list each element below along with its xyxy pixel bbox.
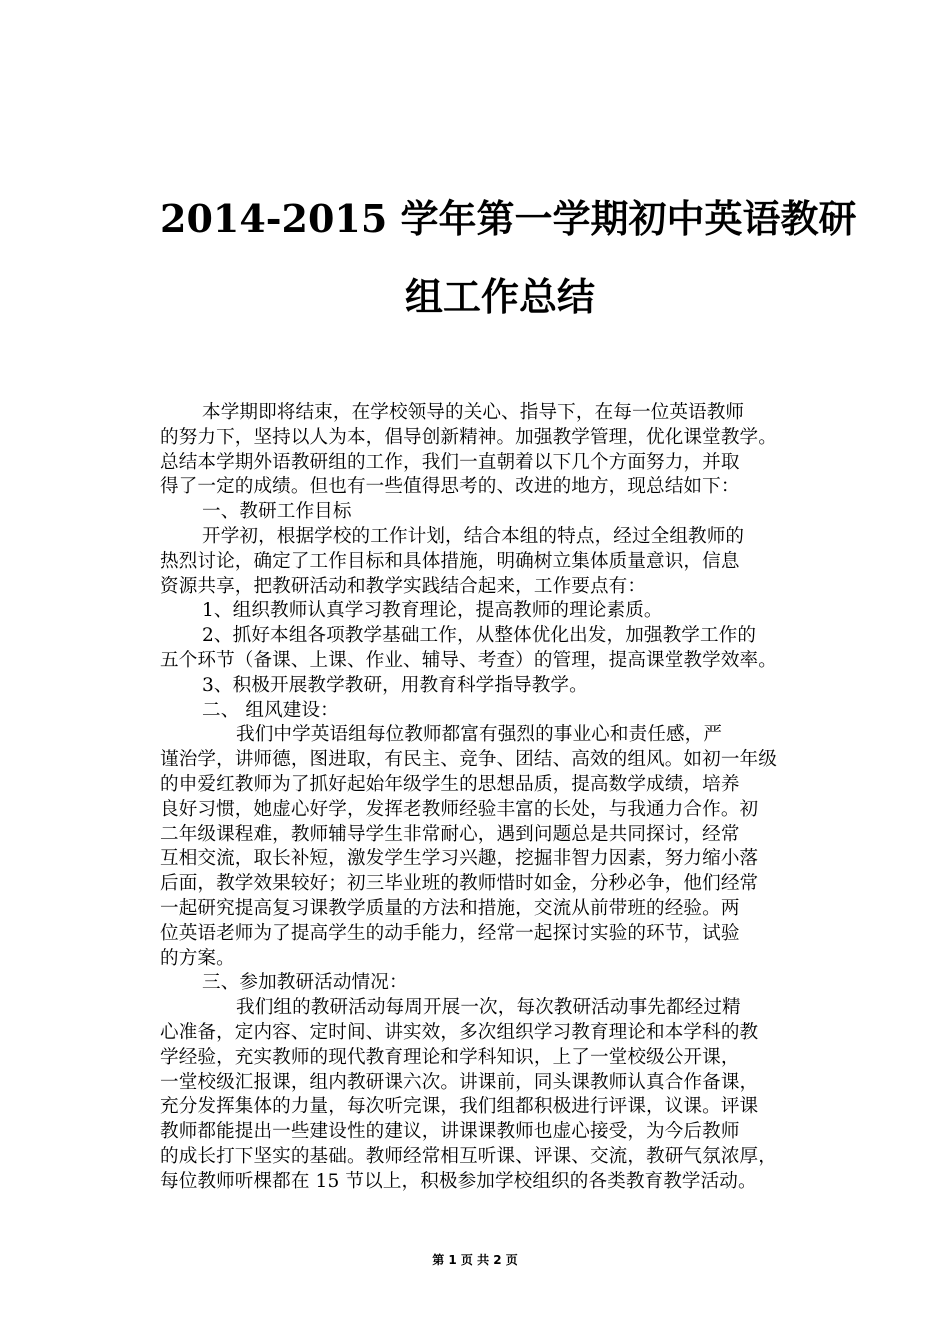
section-heading: 二、 组风建设： <box>202 699 339 721</box>
paragraph-line: 五个环节（备课、上课、作业、辅导、考查）的管理，提高课堂教学效率。 <box>160 649 777 671</box>
paragraph-line: 热烈讨论，确定了工作目标和具体措施，明确树立集体质量意识，信息 <box>160 550 740 572</box>
paragraph-line: 每位教师听棵都在 15 节以上，积极参加学校组织的各类教育教学活动。 <box>160 1170 757 1192</box>
paragraph-line: 充分发挥集体的力量，每次听完课，我们组都积极进行评课，议课。评课 <box>160 1096 759 1118</box>
section-heading: 一、教研工作目标 <box>202 501 352 523</box>
paragraph-line: 谨治学，讲师德，图进取，有民主、竞争、团结、高效的组风。如初一年级 <box>160 749 777 771</box>
list-item: 2、抓好本组各项教学基础工作，从整体优化出发，加强教学工作的 <box>202 625 757 647</box>
document-title-line-1: 2014-2015 学年第一学期初中英语教研 <box>160 196 857 241</box>
paragraph-line: 得了一定的成绩。但也有一些值得思考的、改进的地方，现总结如下： <box>160 476 740 498</box>
list-item: 1、组织教师认真学习教育理论，提高教师的理论素质。 <box>202 600 663 622</box>
paragraph-line: 我们组的教研活动每周开展一次，每次教研活动事先都经过精 <box>236 997 741 1019</box>
document-title-line-2: 组工作总结 <box>404 274 595 319</box>
paragraph-line: 心准备，定内容、定时间、讲实效，多次组织学习教育理论和本学科的教 <box>160 1021 759 1043</box>
page-number-footer: 第 1 页 共 2 页 <box>432 1253 518 1267</box>
paragraph-line: 的申爱红教师为了抓好起始年级学生的思想品质，提高数学成绩，培养 <box>160 773 740 795</box>
paragraph-line: 教师都能提出一些建设性的建议，讲课课教师也虚心接受，为今后教师 <box>160 1121 740 1143</box>
paragraph-line: 二年级课程难，教师辅导学生非常耐心，遇到问题总是共同探讨，经常 <box>160 823 740 845</box>
paragraph-line: 学经验，充实教师的现代教育理论和学科知识，上了一堂校级公开课， <box>160 1046 740 1068</box>
paragraph-line: 良好习惯，她虚心好学，发挥老教师经验丰富的长处，与我通力合作。初 <box>160 798 759 820</box>
paragraph-line: 一起研究提高复习课教学质量的方法和措施，交流从前带班的经验。两 <box>160 897 740 919</box>
list-item: 3、积极开展教学教研，用教育科学指导教学。 <box>202 674 588 696</box>
paragraph-line: 后面，教学效果较好；初三毕业班的教师惜时如金，分秒必争，他们经常 <box>160 873 759 895</box>
document-body <box>160 401 844 1195</box>
section-heading: 三、参加教研活动情况： <box>202 972 408 994</box>
paragraph-line: 的努力下，坚持以人为本，倡导创新精神。加强教学管理，优化课堂教学。 <box>160 426 777 448</box>
paragraph-line: 一堂校级汇报课，组内教研课六次。讲课前，同头课教师认真合作备课， <box>160 1071 759 1093</box>
paragraph-line: 总结本学期外语教研组的工作，我们一直朝着以下几个方面努力，并取 <box>160 451 740 473</box>
paragraph-line: 的成长打下坚实的基础。教师经常相互听课、评课、交流，教研气氛浓厚， <box>160 1145 777 1167</box>
paragraph-line: 资源共享，把教研活动和教学实践结合起来，工作要点有： <box>160 575 647 597</box>
paragraph-line: 我们中学英语组每位教师都富有强烈的事业心和责任感，严 <box>236 724 723 746</box>
paragraph-line: 的方案。 <box>160 947 235 969</box>
paragraph-line: 开学初，根据学校的工作计划，结合本组的特点，经过全组教师的 <box>202 525 745 547</box>
paragraph-line: 互相交流，取长补短，激发学生学习兴趣，挖掘非智力因素，努力缩小落 <box>160 848 759 870</box>
paragraph-line: 本学期即将结束，在学校领导的关心、指导下，在每一位英语教师 <box>202 402 745 423</box>
paragraph-line: 位英语老师为了提高学生的动手能力，经常一起探讨实验的环节，试验 <box>160 922 740 944</box>
